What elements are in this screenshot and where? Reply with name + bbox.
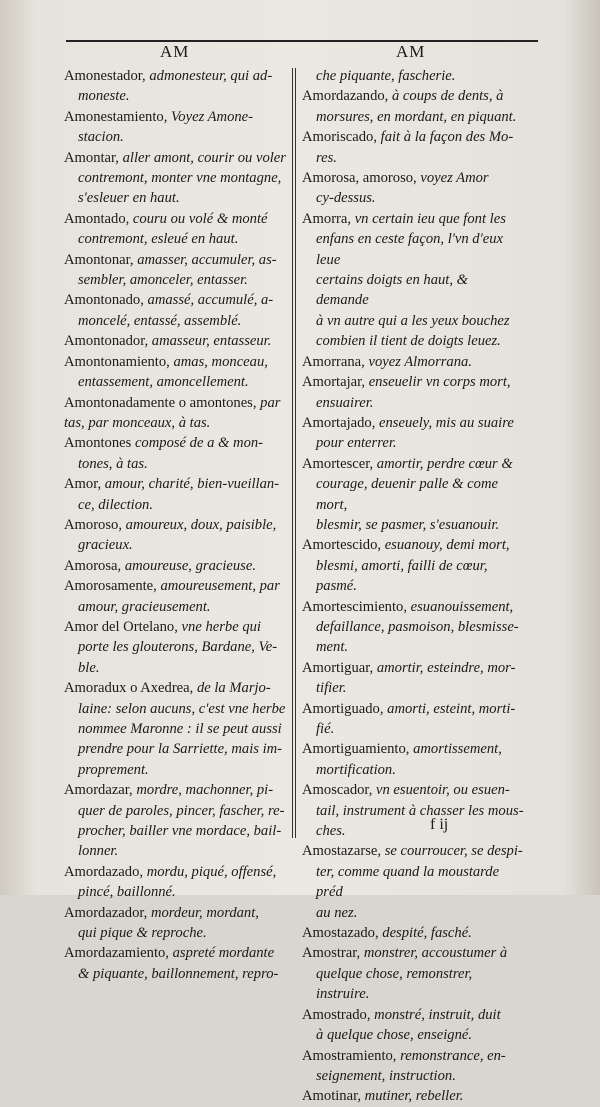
headword: Amorosamente, xyxy=(64,578,157,595)
definition-line: stacion. xyxy=(78,129,124,146)
definition-line: blesmi, amorti, failli de cœur, pasmé. xyxy=(316,557,488,595)
definition-line: che piquante, fascherie. xyxy=(316,68,456,84)
dictionary-entry xyxy=(64,393,286,434)
dictionary-entry xyxy=(64,862,286,903)
definition-line: amasser, accumuler, as- xyxy=(137,251,277,268)
headword: Amortescimiento, xyxy=(302,598,407,615)
definition-line: despité, fasché. xyxy=(382,925,472,942)
definition-line: ment. xyxy=(316,639,349,656)
definition-line: par tas, par monceaux, à tas. xyxy=(64,394,281,431)
definition-line: ce, dilection. xyxy=(78,496,153,513)
definition-line: blesmir, se pasmer, s'esuanouir. xyxy=(316,516,500,533)
definition-line: se courroucer, se despi- xyxy=(384,843,523,860)
dictionary-entry xyxy=(302,923,524,943)
definition-line: amas, monceau, xyxy=(173,353,268,370)
definition-line: esuanouissement, xyxy=(410,598,514,615)
headword: Amortajar, xyxy=(302,374,366,391)
dictionary-entry xyxy=(64,678,286,780)
definition-line: pour enterrer. xyxy=(316,435,397,452)
definition-line: nommee Maronne : il se peut aussi xyxy=(78,721,282,737)
headword: Amostrar, xyxy=(302,945,361,962)
definition-line: fait à la façon des Mo- xyxy=(380,129,514,146)
dictionary-entry xyxy=(64,107,286,148)
dictionary-entry xyxy=(302,943,524,1004)
definition-line: amoureuse, gracieuse. xyxy=(124,557,256,574)
definition-line: ches. xyxy=(316,823,346,840)
definition-line: s'esleuer en haut. xyxy=(78,190,180,207)
definition-line: admonesteur, qui ad- xyxy=(149,68,273,84)
definition-line: mordu, piqué, offensé, xyxy=(146,863,277,880)
definition-line: tones, à tas. xyxy=(78,455,148,472)
dictionary-entry xyxy=(64,780,286,862)
headword: Amostrado, xyxy=(302,1006,371,1023)
definition-line: porte les glouterons, Bardane, Ve- xyxy=(78,639,278,656)
definition-line: amour, gracieusement. xyxy=(78,598,211,615)
definition-line: defaillance, pasmoison, blesmisse- xyxy=(316,618,519,635)
definition-line: pincé, baillonné. xyxy=(78,884,176,901)
definition-line: fié. xyxy=(316,721,335,737)
headword: Amoroso, xyxy=(64,516,122,533)
definition-line: amortissement, xyxy=(413,741,502,758)
headword: Amordazador, xyxy=(64,904,148,921)
running-head-left: AM xyxy=(160,42,190,61)
headword: Amortiguado, xyxy=(302,700,384,717)
definition-line: tail, instrument à chasser les mous- xyxy=(316,802,524,819)
definition-line: vne herbe qui xyxy=(181,618,261,635)
definition-line: moneste. xyxy=(78,88,130,105)
definition-line: voyez Almorrana. xyxy=(368,353,472,370)
column-rule-second xyxy=(295,68,296,838)
dictionary-entry xyxy=(64,617,286,678)
definition-line: amassé, accumulé, a- xyxy=(147,292,274,309)
definition-line: quelque chose, remonstrer, instruire. xyxy=(316,965,473,1003)
definition-line: sembler, amonceler, entasser. xyxy=(78,272,248,289)
dictionary-entry xyxy=(302,413,524,454)
definition-line: res. xyxy=(316,149,337,166)
dictionary-entry xyxy=(302,372,524,413)
definition-line: vn certain ieu que font les xyxy=(354,210,506,227)
definition-line: mordeur, mordant, xyxy=(150,904,259,921)
definition-line: gracieux. xyxy=(78,537,133,554)
headword: Amortescido, xyxy=(302,537,382,554)
dictionary-entry xyxy=(302,780,524,841)
headword: Amordazar, xyxy=(64,782,133,799)
headword: Amontonado, xyxy=(64,292,144,309)
definition-line: composé de a & mon- xyxy=(134,435,264,452)
dictionary-entry xyxy=(302,209,524,352)
dictionary-entry xyxy=(302,841,524,923)
dictionary-entry xyxy=(64,943,286,984)
definition-line: mortification. xyxy=(316,761,396,778)
running-head-right: AM xyxy=(396,42,426,61)
headword: Amortescer, xyxy=(302,455,374,472)
dictionary-entry xyxy=(302,1046,524,1087)
definition-line: entassement, amoncellement. xyxy=(78,374,249,391)
headword: Amontonar, xyxy=(64,251,134,268)
definition-line: Voyez Amone- xyxy=(171,108,254,125)
dictionary-entry xyxy=(64,66,286,107)
headword: Amorosa, xyxy=(64,557,122,574)
definition-line: amortir, perdre cœur & xyxy=(376,455,513,472)
headword: Amordazamiento, xyxy=(64,945,169,962)
headword: Amostazarse, xyxy=(302,843,382,860)
headword: Amoscador, xyxy=(302,782,373,799)
definition-line: ter, comme quand la moustarde préd xyxy=(316,863,500,901)
definition-line: enfans en ceste façon, l'vn d'eux leue xyxy=(316,231,503,268)
headword: Amostazado, xyxy=(302,925,379,942)
definition-line: couru ou volé & monté xyxy=(132,210,268,227)
definition-line: amortir, esteindre, mor- xyxy=(376,659,516,676)
headword: Amor del Ortelano, xyxy=(64,618,178,635)
left-column xyxy=(64,66,286,984)
definition-line: aller amont, courir ou voler xyxy=(122,149,286,166)
definition-line: à coups de dents, à xyxy=(391,88,504,105)
dictionary-entry xyxy=(64,515,286,556)
dictionary-entry xyxy=(302,658,524,699)
signature-mark: f ij xyxy=(430,816,449,833)
headword: Amontado, xyxy=(64,210,130,227)
definition-line: amour, charité, bien-vueillan- xyxy=(104,476,280,493)
headword: Amontonamiento, xyxy=(64,353,170,370)
definition-line: & piquante, baillonnement, repro- xyxy=(78,965,279,982)
dictionary-entry xyxy=(64,352,286,393)
dictionary-entry xyxy=(302,86,524,127)
dictionary-entry xyxy=(64,556,286,576)
definition-line: contremont, esleué en haut. xyxy=(78,231,239,248)
right-column xyxy=(302,66,524,1107)
headword: Amorosa, amoroso, xyxy=(302,170,417,187)
definition-line: qui pique & reproche. xyxy=(78,925,207,942)
dictionary-entry xyxy=(64,209,286,250)
definition-line: au nez. xyxy=(316,904,358,921)
definition-line: amorti, esteint, morti- xyxy=(387,700,516,717)
definition-line: mordre, machonner, pi- xyxy=(136,782,274,799)
dictionary-entry xyxy=(302,66,524,86)
definition-line: tifier. xyxy=(316,680,347,697)
header-rule xyxy=(66,40,538,42)
definition-line: ensuairer. xyxy=(316,394,374,411)
definition-line: cy-dessus. xyxy=(316,190,376,207)
definition-line: à quelque chose, enseigné. xyxy=(316,1027,473,1044)
headword: Amostramiento, xyxy=(302,1047,397,1064)
headword: Amotinar, xyxy=(302,1088,361,1105)
headword: Amonestamiento, xyxy=(64,108,168,125)
definition-line: monstré, instruit, duit xyxy=(374,1006,501,1023)
definition-line: quer de paroles, pincer, fascher, re- xyxy=(78,802,285,819)
dictionary-entry xyxy=(302,699,524,740)
headword: Amontones xyxy=(64,435,132,452)
definition-line: amasseur, entasseur. xyxy=(151,333,272,350)
dictionary-entry xyxy=(302,597,524,658)
dictionary-entry xyxy=(64,250,286,291)
dictionary-entry xyxy=(64,474,286,515)
definition-line: voyez Amor xyxy=(420,170,489,187)
dictionary-entry xyxy=(302,1005,524,1046)
definition-line: de la Marjo- xyxy=(196,680,271,697)
headword: Amoradux o Axedrea, xyxy=(64,680,194,697)
headword: Amortiguar, xyxy=(302,659,374,676)
definition-line: vn esuentoir, ou esuen- xyxy=(376,782,510,799)
dictionary-entry xyxy=(64,576,286,617)
definition-line: mutiner, rebeller. xyxy=(364,1088,464,1105)
definition-line: ble. xyxy=(78,659,100,676)
definition-line: proprement. xyxy=(78,761,149,778)
definition-line: monstrer, accoustumer à xyxy=(363,945,508,962)
dictionary-entry xyxy=(302,352,524,372)
definition-line: lonner. xyxy=(78,843,119,860)
definition-line: courage, deuenir palle & come mort, xyxy=(316,476,498,513)
definition-line: à vn autre qui a les yeux bouchez xyxy=(316,312,510,329)
definition-line: moncelé, entassé, assemblé. xyxy=(78,312,242,329)
dictionary-entry xyxy=(302,739,524,780)
dictionary-entry xyxy=(64,903,286,944)
column-rule xyxy=(292,68,293,838)
definition-line: laine: selon aucuns, c'est vne herbe xyxy=(78,700,286,717)
definition-line: procher, bailler vne mordace, bail- xyxy=(78,823,282,840)
dictionary-entry xyxy=(302,168,524,209)
definition-line: enseuelir vn corps mort, xyxy=(368,374,511,391)
definition-line: prendre pour la Sarriette, mais im- xyxy=(78,741,283,758)
headword: Amorrana, xyxy=(302,353,365,370)
headword: Amoriscado, xyxy=(302,129,377,146)
definition-line: enseuely, mis au suaire xyxy=(379,414,514,431)
dictionary-entry xyxy=(64,148,286,209)
dictionary-entry xyxy=(302,1086,524,1106)
headword: Amor, xyxy=(64,476,102,493)
headword: Amontonador, xyxy=(64,333,149,350)
dictionary-entry xyxy=(64,290,286,331)
definition-line: combien il tient de doigts leuez. xyxy=(316,333,501,350)
headword: Amonestador, xyxy=(64,68,146,84)
definition-line: contremont, monter vne montagne, xyxy=(78,170,282,187)
definition-line: esuanouy, demi mort, xyxy=(384,537,510,554)
headword: Amontonadamente o amontones, xyxy=(64,394,257,411)
dictionary-entry xyxy=(64,433,286,474)
definition-line: seignement, instruction. xyxy=(316,1067,456,1084)
headword: Amorra, xyxy=(302,210,352,227)
definition-line: amoureusement, par xyxy=(160,578,280,595)
headword: Amordazado, xyxy=(64,863,144,880)
headword: Amordazando, xyxy=(302,88,389,105)
definition-line: remonstrance, en- xyxy=(400,1047,506,1064)
dictionary-entry xyxy=(302,127,524,168)
dictionary-entry xyxy=(64,331,286,351)
headword: Amortiguamiento, xyxy=(302,741,410,758)
dictionary-entry xyxy=(302,454,524,536)
definition-line: aspreté mordante xyxy=(172,945,275,962)
dictionary-entry xyxy=(302,535,524,596)
headword: Amontar, xyxy=(64,149,119,166)
definition-line: amoureux, doux, paisible, xyxy=(125,516,277,533)
definition-line: morsures, en mordant, en piquant. xyxy=(316,108,517,125)
headword: Amortajado, xyxy=(302,414,376,431)
definition-line: certains doigts en haut, & demande xyxy=(316,272,469,309)
